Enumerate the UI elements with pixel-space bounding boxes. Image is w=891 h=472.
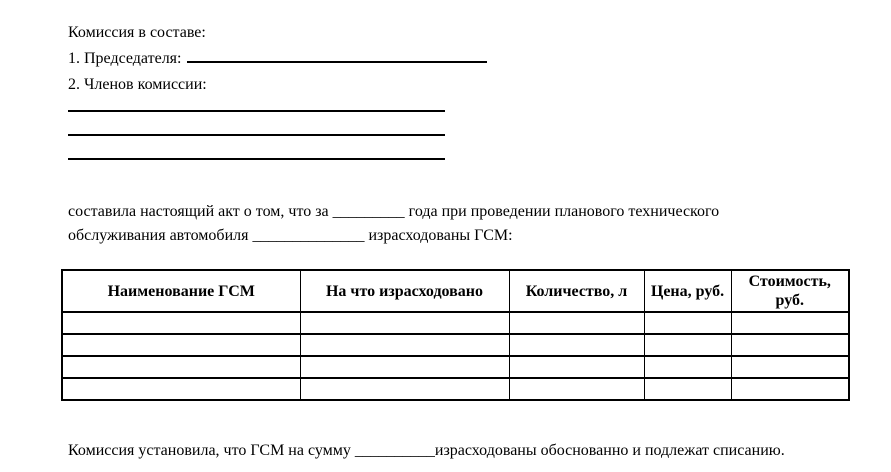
table-cell — [509, 334, 644, 356]
gsm-table — [61, 269, 850, 401]
member-fill-lines — [68, 98, 851, 160]
table-header-row — [62, 270, 849, 312]
table-cell — [300, 334, 509, 356]
table-cell — [62, 356, 300, 378]
table-cell — [300, 356, 509, 378]
statement-line-1: составила настоящий акт о том, что за _________ года при проведении планового технического — [68, 203, 720, 220]
table-cell — [644, 378, 731, 400]
table-cell — [731, 356, 849, 378]
table-row — [62, 334, 849, 356]
header-fuel-name: Наименование ГСМ — [62, 270, 300, 312]
table-cell — [62, 334, 300, 356]
header-spent-on: На что израсходовано — [300, 270, 509, 312]
table-cell — [644, 356, 731, 378]
chairman-blank-line — [187, 48, 487, 63]
table-row — [62, 378, 849, 400]
table-row — [62, 312, 849, 334]
member-fill-line-1 — [68, 98, 445, 112]
chairman-line — [68, 46, 851, 72]
table-body — [62, 312, 849, 400]
table-cell — [62, 378, 300, 400]
table-cell — [300, 312, 509, 334]
member-fill-line-2 — [68, 112, 445, 136]
table-cell — [509, 356, 644, 378]
table-cell — [62, 312, 300, 334]
table-cell — [300, 378, 509, 400]
header-quantity: Количество, л — [509, 270, 644, 312]
table-cell — [509, 312, 644, 334]
members-heading: 2. Членов комиссии: — [68, 76, 207, 93]
table-cell — [644, 312, 731, 334]
table-cell — [731, 378, 849, 400]
table-cell — [731, 334, 849, 356]
conclusion-paragraph: Комиссия установила, что ГСМ на сумму __________израсходованы обоснованно и подлежат списанию. — [68, 442, 785, 459]
header-price: Цена, руб. — [644, 270, 731, 312]
header-cost: Стоимость, руб. — [731, 270, 849, 312]
table-cell — [644, 334, 731, 356]
table-row — [62, 356, 849, 378]
statement-paragraph — [68, 200, 851, 248]
statement-line-2: обслуживания автомобиля ______________ израсходованы ГСМ: — [68, 227, 513, 244]
member-fill-line-3 — [68, 136, 445, 160]
chairman-label: 1. Председателя: — [68, 50, 182, 67]
commission-heading: Комиссия в составе: — [68, 24, 206, 41]
table-cell — [509, 378, 644, 400]
table-cell — [731, 312, 849, 334]
